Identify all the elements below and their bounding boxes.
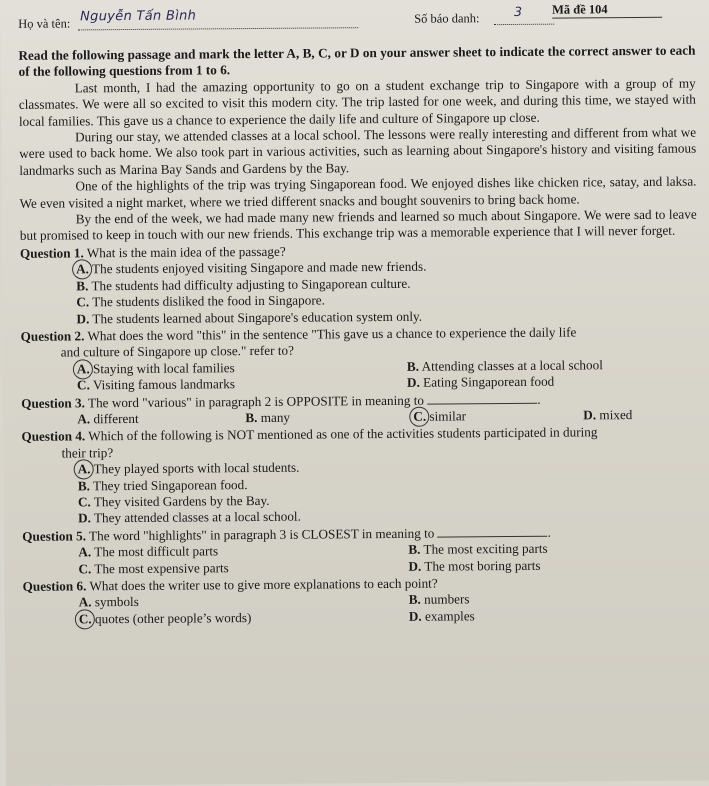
option-a[interactable]: A. They played sports with local students.: [77, 459, 300, 477]
option-a[interactable]: A. The most difficult parts: [78, 543, 219, 560]
option-a[interactable]: A. Staying with local families: [76, 359, 235, 377]
question-label: Question 6.: [22, 578, 87, 594]
question-label: Question 4.: [21, 428, 86, 445]
option-a[interactable]: A. symbols: [78, 594, 139, 610]
option-b[interactable]: B. The students had difficulty adjusting to Singaporean culture.: [76, 275, 411, 294]
option-d[interactable]: D. They attended classes at a local school.: [78, 509, 301, 526]
student-name: Nguyễn Tấn Bình: [80, 8, 197, 25]
passage: [19, 75, 697, 244]
question-label: Question 3.: [21, 394, 85, 411]
option-d[interactable]: D. The students learned about Singapore's education system only.: [76, 308, 423, 326]
paragraph-1: Last month, I had the amazing opportunity to go on a student exchange trip to Singapore with a group of my classmates. We were all so excited to visit this modern city. The trip lasted for one week, and during this time, we stayed with local families. This gave us a chance to experience the daily life and culture of Singapore up close.: [18, 75, 696, 129]
question-4: [21, 424, 699, 528]
option-b[interactable]: B. numbers: [408, 591, 470, 608]
option-c[interactable]: C. quotes (other people’s words): [78, 609, 252, 627]
option-c[interactable]: C. similar: [413, 408, 467, 424]
option-d[interactable]: D. examples: [408, 608, 475, 624]
option-d[interactable]: D. Eating Singaporean food: [406, 373, 555, 390]
paragraph-4: By the end of the week, we had made many new friends and learned so much about Singapore. We were sad to leave but promised to keep in touch with our new friends. This exchange trip was a memorable experience that I will never forget.: [19, 206, 697, 244]
question-text: What is the main idea of the passage?: [86, 243, 286, 261]
option-d[interactable]: D. The most boring parts: [408, 557, 541, 574]
question-1: [20, 240, 698, 327]
exam-code-underline: [552, 17, 662, 19]
question-3: Question 3. The word "various" in paragraph 2 is OPPOSITE in meaning to . A. different B. many C. similar D. mixed: [21, 390, 698, 428]
question-text: Which of the following is NOT mentioned as one of the activities students participated in during: [88, 424, 598, 444]
question-text: The word "various" in paragraph 2 is OPPOSITE in meaning to: [87, 392, 425, 410]
option-c[interactable]: C. They visited Gardens by the Bay.: [77, 492, 270, 510]
option-b[interactable]: B. many: [245, 409, 291, 426]
option-d[interactable]: D. mixed: [583, 406, 633, 423]
question-label: Question 5.: [22, 528, 87, 544]
question-label: Question 1.: [19, 245, 84, 261]
question-text: The word "highlights" in paragraph 3 is CLOSEST in meaning to: [88, 525, 435, 544]
paragraph-2: During our stay, we attended classes at a local school. The lessons were really interesting and different from what we were used to back home. We also took part in various activities, such as learning about Singapore's history and visiting famous landmarks such as Marina Bay Sands and Gardens by the Bay.: [19, 124, 697, 178]
question-2: [21, 323, 698, 394]
option-b[interactable]: B. They tried Singaporean food.: [77, 476, 248, 493]
paragraph-3: One of the highlights of the trip was trying Singaporean food. We enjoyed dishes like chicken rice, satay, and laksa. We even visited a night market, where we tried different snacks and bought souvenirs to bring back home.: [19, 173, 697, 211]
question-label: Question 2.: [20, 328, 85, 344]
option-a[interactable]: A. The students enjoyed visiting Singapore and made new friends.: [76, 258, 427, 277]
option-c[interactable]: C. Visiting famous landmarks: [76, 376, 236, 393]
option-b[interactable]: B. The most exciting parts: [408, 540, 548, 557]
question-text: What does the word "this" in the sentence "This gave us a chance to experience the daily life: [87, 324, 577, 344]
name-label: Họ và tên:: [18, 16, 71, 31]
option-c[interactable]: C. The most expensive parts: [78, 559, 229, 576]
answer-blank: [438, 525, 548, 537]
option-c[interactable]: C. The students disliked the food in Singapore.: [76, 292, 325, 310]
candidate-number: 3: [514, 3, 523, 19]
instruction: Read the following passage and mark the letter A, B, C, or D on your answer sheet to indicate the correct answer to each of the following questions from 1 to 6.: [18, 42, 696, 80]
exam-header: [18, 1, 695, 36]
question-5: Question 5. The word "highlights" in paragraph 3 is CLOSEST in meaning to . A. The most difficult parts B. The most exciting parts C. The most expensive parts D. The most boring parts: [22, 523, 699, 578]
candidate-number-line: [494, 8, 554, 25]
candidate-number-label: Số báo danh:: [414, 11, 480, 26]
exam-code: Mã đề 104: [552, 2, 608, 17]
question-6: [23, 574, 700, 629]
option-a[interactable]: A. different: [77, 410, 139, 427]
question-text: What does the writer use to give more explanations to each point?: [89, 575, 438, 594]
question-text-cont: their trip?: [61, 444, 114, 461]
answer-blank: [427, 392, 537, 404]
question-text-cont: and culture of Singapore up close." refer to?: [60, 343, 294, 360]
option-b[interactable]: B. Attending classes at a local school: [406, 356, 603, 374]
